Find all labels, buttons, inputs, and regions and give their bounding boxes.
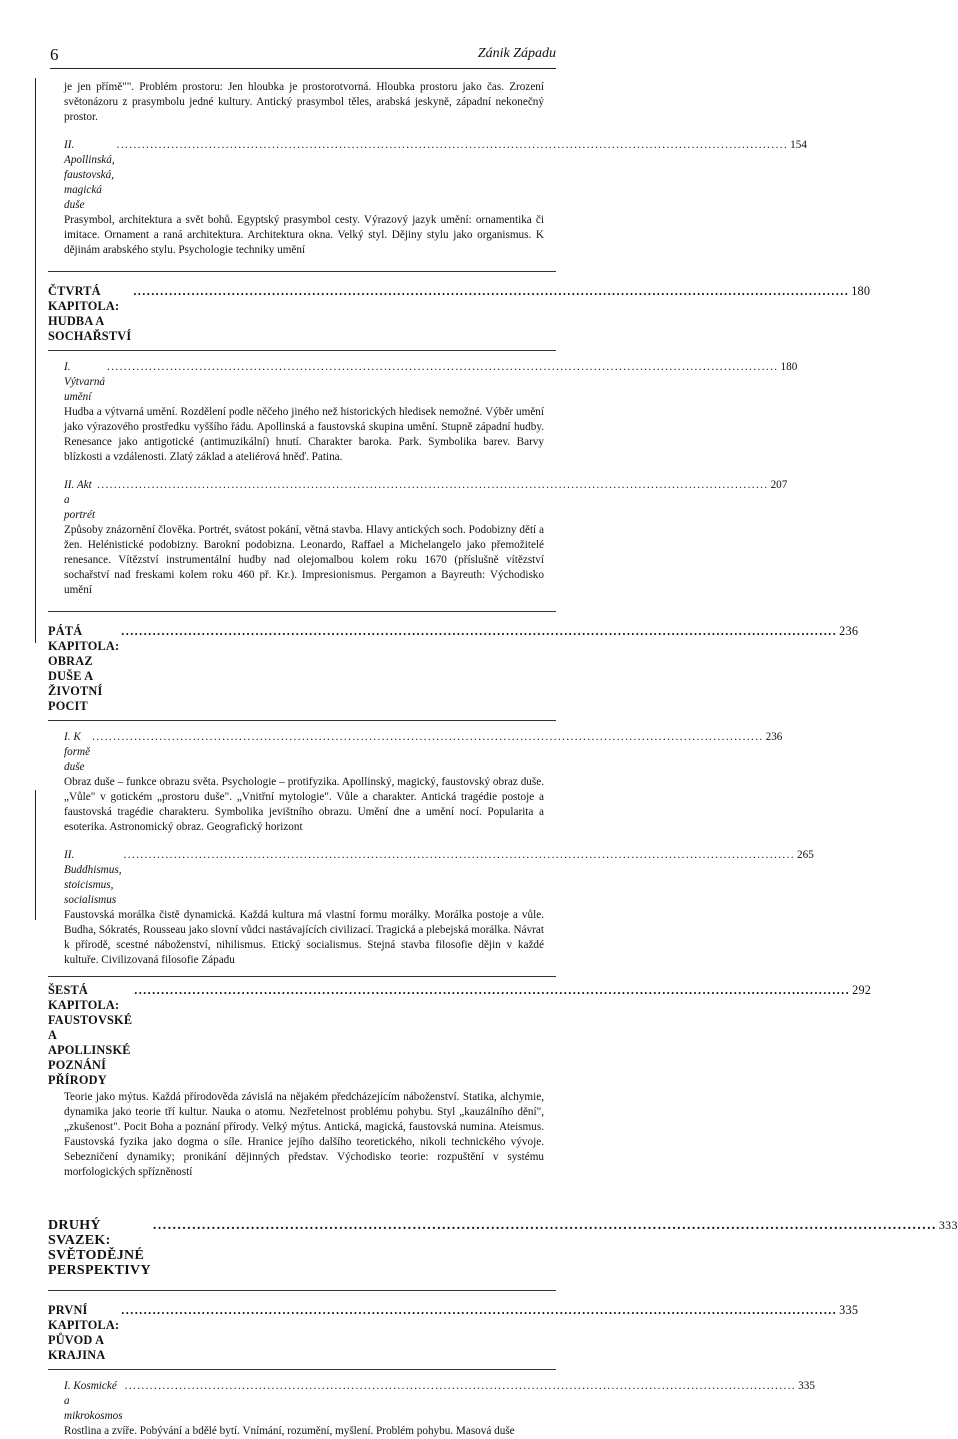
entry-title: II. Apollinská, faustovská, magická duše	[64, 139, 115, 211]
chapter-page: 236	[839, 624, 859, 638]
leader-dots: ................................................................................................................................................................	[134, 983, 851, 997]
chapter-page: 292	[852, 983, 872, 997]
entry-description: Způsoby znázornění člověka. Portrét, svátost pokání, větná stavba. Hlavy antických soch. Podobizny dětí a žen. Helénistické podobizny. Barokní podobizna. Leonardo, Raffael a Michelangelo jako přemožitelé renesance. Vítězství instrumentální hudby nad olejomalbou kolem roku 1670 (příslušně vítězství sochařství nad freskami kolem roku 460 př. Kr.). Impresionismus. Pergamon a Bayreuth: Východisko umění	[64, 524, 544, 596]
entry-description: Faustovská morálka čistě dynamická. Každá kultura má vlastní formu morálky. Morálka postoje a vůle. Budha, Sókratés, Rousseau jako slovní vůdci nastávajících civilizací. Tragická a plebejská morálka. Návrat k přírodě, scestné náboženství, nihilismus. Etický socialismus. Stejná stavba filosofie dějin v každé kultuře. Civilizovaná filosofie Západu	[64, 909, 544, 966]
section-divider	[48, 1290, 556, 1291]
section-divider	[48, 350, 556, 351]
section-divider	[48, 720, 556, 721]
toc-entry-akt-a-portret	[64, 478, 788, 598]
toc-volume-two	[48, 1218, 958, 1278]
toc-chapter-hudba	[48, 284, 871, 344]
chapter-title: ČTVRTÁ KAPITOLA: HUDBA A SOCHAŘSTVÍ	[48, 284, 132, 343]
section-divider	[48, 271, 556, 272]
leader-dots: ................................................................................................................................................................	[116, 139, 789, 151]
entry-page: 236	[765, 731, 783, 743]
entry-description: Prasymbol, architektura a svět bohů. Egyptský prasymbol cesty. Výrazový jazyk umění: ornamentika či imitace. Ornament a raná architektura. Architektura okna. Velký styl. Dějiny stylu jako organismus. K dějinám arabského stylu. Psychologie techniky umění	[64, 214, 544, 256]
section-divider	[48, 611, 556, 612]
entry-page: 207	[770, 479, 788, 491]
toc-chapter-obraz-duse	[48, 624, 859, 714]
toc-entry-vytvarna-umeni	[64, 360, 798, 465]
chapter-title: PÁTÁ KAPITOLA: OBRAZ DUŠE A ŽIVOTNÍ POCIT	[48, 624, 120, 713]
running-title: Zánik Západu	[477, 46, 556, 61]
section-divider	[48, 976, 556, 977]
entry-page: 154	[790, 139, 807, 151]
chapter-page: 180	[851, 284, 871, 298]
entry-title: II. Akt a portrét	[64, 479, 96, 521]
toc-entry-kosmicke	[64, 1379, 815, 1439]
entry-description: Rostlina a zvíře. Pobývání a bdělé bytí. Vnímání, rozumění, myšlení. Problém pohybu. Masová duše	[64, 1425, 515, 1437]
toc-chapter-puvod-a-krajina	[48, 1303, 859, 1363]
leader-dots: ................................................................................................................................................................	[121, 624, 838, 638]
entry-title: II. Buddhismus, stoicismus, socialismus	[64, 849, 122, 906]
page-number: 6	[50, 45, 59, 64]
volume-page: 333	[938, 1218, 958, 1232]
entry-page: 180	[780, 361, 798, 373]
entry-page: 335	[798, 1380, 815, 1392]
leader-dots: ................................................................................................................................................................	[152, 1218, 937, 1233]
leader-dots: ................................................................................................................................................................	[121, 1303, 838, 1317]
leader-dots: ................................................................................................................................................................	[97, 479, 769, 491]
section-divider	[48, 1369, 556, 1370]
chapter-description: Teorie jako mýtus. Každá přírodověda závislá na nějakém předcházejícím náboženství. Statika, alchymie, dynamika jako teorie tří kultur. Nauka o atomu. Nezřetelnost problému pohybu. Styl „kauzálního dění", „zkušenost". Pocit Boha a poznání přírody. Velký mýtus. Antická, magická, faustovská numina. Ateismus. Faustovská fyzika jako dogma o síle. Hranice jejího dalšího teoretického, nikoli technického vývoje. Sebezničení dynamiky; pronikání dějinných představ. Východisko teorie: rozpuštění v systému morfologických spřízněností	[64, 1091, 544, 1178]
entry-page: 265	[797, 849, 814, 861]
intro-paragraph: je jen přímě"". Problém prostoru: Jen hloubka je prostorotvorná. Hloubka prostoru jako čas. Zrození světonázoru z prasymbolu jedné kultury. Antický prasymbol těles, arabská jeskyně, západní nekonečný prostor.	[64, 81, 544, 123]
entry-description: Obraz duše – funkce obrazu světa. Psychologie – protifyzika. Apollinský, magický, faustovský obraz duše. „Vůle" v gotickém „prostoru duše". „Vnitřní mytologie". Vůle a charakter. Antická tragédie postoje a faustovská tragédie charakteru. Symbolika jevištního obrazu. Umění dne a umění nocí. Popularita a esoterika. Astronomický obraz. Geografický horizont	[64, 776, 544, 833]
leader-dots: ................................................................................................................................................................	[123, 849, 795, 861]
left-margin-rule-bottom	[35, 790, 36, 920]
entry-description: Hudba a výtvarná umění. Rozdělení podle něčeho jiného než historických hledisek nemožné. Výběr umění jako výrazového prostředku vyššího řádu. Apollinská a faustovská skupina umění. Stupně západní hudby. Renesance jako antigotické (antimuzikální) hnutí. Charakter baroka. Park. Symbolika barev. Barvy blízkosti a vzdálenosti. Zlatý základ a ateliérová hněď. Patina.	[64, 406, 544, 463]
volume-title: DRUHÝ SVAZEK: SVĚTODĚJNÉ PERSPEKTIVY	[48, 1218, 151, 1278]
left-margin-rule-top	[35, 78, 36, 643]
toc-chapter-poznani-prirody	[48, 983, 872, 1088]
entry-title: I. K formě duše	[64, 731, 91, 773]
chapter-page: 335	[839, 1303, 859, 1317]
entry-title: I. Kosmické a mikrokosmos	[64, 1380, 123, 1422]
leader-dots: ................................................................................................................................................................	[107, 361, 779, 373]
entry-title: I. Výtvarná umění	[64, 361, 106, 403]
chapter-title: PRVNÍ KAPITOLA: PŮVOD A KRAJINA	[48, 1303, 120, 1362]
chapter-title: ŠESTÁ KAPITOLA: FAUSTOVSKÉ A APOLLINSKÉ POZNÁNÍ PŘÍRODY	[48, 983, 133, 1087]
toc-entry-apollinska-duse	[64, 138, 807, 258]
leader-dots: ................................................................................................................................................................	[92, 731, 764, 743]
page-header	[50, 42, 556, 69]
leader-dots: ................................................................................................................................................................	[124, 1380, 797, 1392]
leader-dots: ................................................................................................................................................................	[133, 284, 850, 298]
toc-entry-buddhismus	[64, 848, 814, 968]
table-of-contents	[48, 80, 958, 1439]
toc-entry-k-forme-duse	[64, 730, 783, 835]
